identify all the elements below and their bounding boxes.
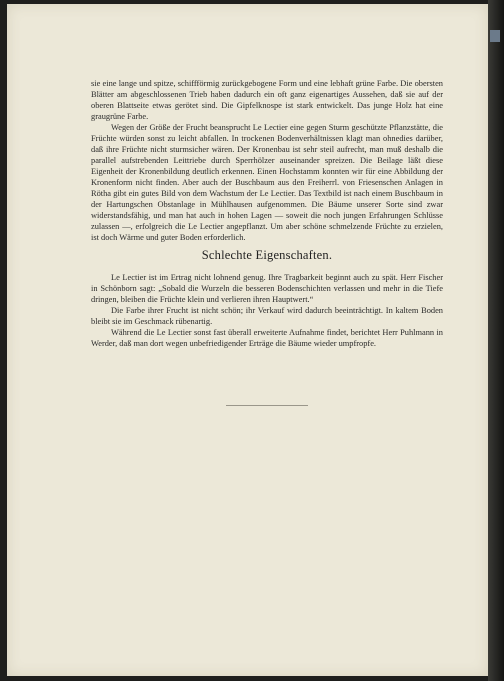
color-marker [490,30,500,42]
paragraph-block-top [91,78,443,243]
separator-rule [226,405,308,406]
paragraph: sie eine lange und spitze, schiffförmig zurückgebogene Form und eine lebhaft grüne Farbe. Die obersten Blätter am abgeschlossenen Trieb haben dadurch ein oft ganz eigenartiges Aussehen, daß sie auf der oberen Blattseite etwas gerötet sind. Die Gipfelknospe ist stark entwickelt. Das junge Holz hat eine graugrüne Farbe. [91,79,443,121]
paragraph: Die Farbe ihrer Frucht ist nicht schön; ihr Verkauf wird dadurch beeinträchtigt. In kaltem Boden bleibt sie im Geschmack rübenartig. [91,306,443,326]
paragraph: Wegen der Größe der Frucht beansprucht Le Lectier eine gegen Sturm geschützte Pflanzstätte, die Früchte würden sonst zu leicht abfallen. In trockenen Bodenverhältnissen klagt man ohnedies darüber, daß ihre Früchte nicht sturmsicher wären. Der Kronenbau ist sehr steil aufrecht, man muß deshalb die parallel aufstrebenden Leittriebe durch Sperrhölzer auseinander spreizen. Die Beilage läßt diese Eigenheit der Kronenbildung deutlich erkennen. Einen Hochstamm konnten wir für eine Abbildung der Kronenform nicht finden. Aber auch der Buschbaum aus den Freiherrl. von Friesenschen Anlagen in Rötha gibt ein gutes Bild von dem Wachstum der Le Lectier. Das Textbild ist nach einem Buschbaum in der Hartungschen Obstanlage in Mühlhausen aufgenommen. Die Bäume unserer Sorte sind zwar widerstandsfähig, und man hat auch in hohen Lagen — soweit die noch jungen Erfahrungen Schlüsse zulassen —, erfolgreich die Le Lectier angepflanzt. Um aber schöne schmelzende Früchte zu erzielen, ist doch Wärme und guter Boden erforderlich. [91,123,443,242]
scan-right-edge [488,0,504,681]
section-heading: Schlechte Eigenschaften. [201,248,333,262]
paragraph-block-bottom [91,272,443,349]
paragraph: Le Lectier ist im Ertrag nicht lohnend genug. Ihre Tragbarkeit beginnt auch zu spät. Herr Fischer in Schönborn sagt: „Sobald die Wurzeln die besseren Bodenschichten verlassen und mehr in die Tiefe dringen, bleiben die Früchte klein und verlieren ihren Hauptwert.“ [91,273,443,304]
paragraph: Während die Le Lectier sonst fast überall erweiterte Aufnahme findet, berichtet Herr Puhlmann in Werder, daß man dort wegen unbefriedigender Erträge die Bäume wieder umpfropfe. [91,328,443,348]
